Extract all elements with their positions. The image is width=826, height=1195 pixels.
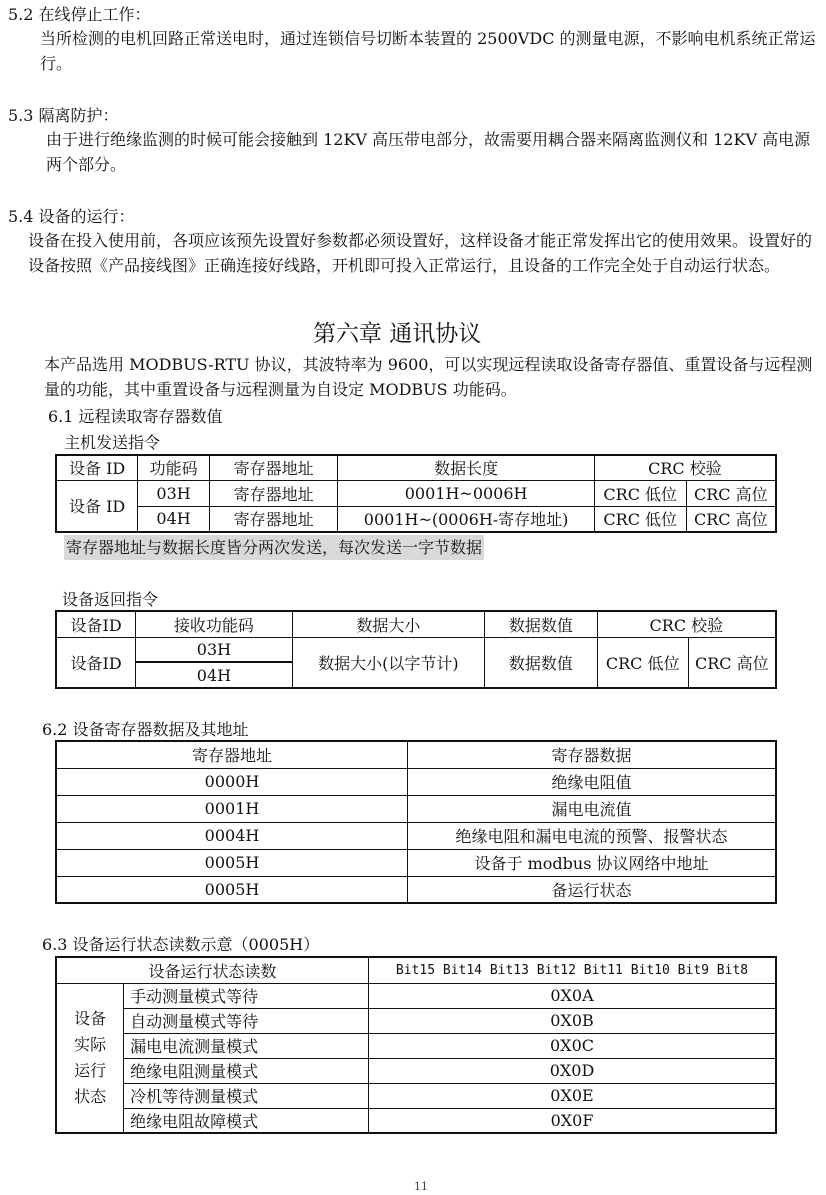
table-cell: CRC 高位 (686, 506, 776, 532)
section-5-2-heading: 5.2 在线停止工作： (8, 5, 151, 24)
table-cell: 0X0D (369, 1058, 776, 1083)
section-5-3-heading: 5.3 隔离防护： (8, 106, 119, 125)
table-row (56, 1083, 776, 1108)
header-cell: 寄存器地址 (56, 741, 408, 768)
table-row (56, 506, 776, 532)
table-row (56, 1008, 776, 1033)
table-cell: 0001H (56, 795, 408, 822)
header-cell: 数据数值 (485, 611, 598, 637)
host-send-label: 主机发送指令 (64, 433, 161, 452)
table-cell: 漏电电流值 (408, 795, 776, 822)
section-6-1-heading: 6.1 远程读取寄存器数值 (48, 407, 223, 426)
table-cell: 0001H~0006H (338, 480, 594, 506)
header-cell: CRC 校验 (597, 611, 776, 637)
table-header-row (56, 611, 776, 637)
table-cell: 绝缘电阻和漏电电流的预警、报警状态 (408, 822, 776, 849)
table-cell: 0000H (56, 768, 408, 795)
table-cell: CRC 低位 (597, 637, 688, 688)
header-cell: 数据长度 (338, 455, 594, 480)
table-cell: 绝缘电阻故障模式 (124, 1108, 369, 1133)
group-label-line: 运行 (74, 1060, 107, 1080)
table-cell: 绝缘电阻测量模式 (124, 1058, 369, 1083)
table-header-row (56, 455, 776, 480)
table-header-row (56, 957, 776, 983)
table-cell: 手动测量模式等待 (124, 983, 369, 1008)
table-cell: 03H (138, 480, 210, 506)
table-row (56, 795, 776, 822)
section-6-2-heading: 6.2 设备寄存器数据及其地址 (42, 720, 249, 739)
header-cell: 设备ID (56, 611, 136, 637)
table-cell: 数据大小(以字节计) (292, 637, 485, 688)
table-cell: 03H (136, 637, 292, 662)
section-5-4-body: 设备在投入使用前，各项应该预先设置好参数都必须设置好，这样设备才能正常发挥出它的使用效果。设置好的设备按照《产品接线图》正确连接好线路，开机即可投入正常运行，且设备的工作完全处于自动运行状态。 (28, 231, 813, 275)
header-cell: 数据大小 (292, 611, 485, 637)
table-row (56, 480, 776, 506)
group-label-line: 实际 (74, 1034, 107, 1054)
status-table (55, 956, 777, 1134)
header-cell: 接收功能码 (136, 611, 292, 637)
section-6-3-heading: 6.3 设备运行状态读数示意（0005H） (42, 935, 320, 954)
table-cell: 0X0A (369, 983, 776, 1008)
group-label-line: 设备 (74, 1008, 107, 1028)
section-5-2-body: 当所检测的电机回路正常送电时，通过连锁信号切断本装置的 2500VDC 的测量电源，不影响电机系统正常运行。 (40, 29, 816, 73)
table-cell: CRC 低位 (594, 506, 686, 532)
section-5-4-heading: 5.4 设备的运行： (8, 207, 135, 226)
table-row (56, 1033, 776, 1058)
table-cell: 绝缘电阻值 (408, 768, 776, 795)
header-cell: 设备运行状态读数 (56, 957, 369, 983)
highlighted-note: 寄存器地址与数据长度皆分两次发送，每次发送一字节数据 (64, 535, 484, 560)
table-row (56, 1058, 776, 1083)
device-id-cell: 设备 ID (56, 480, 138, 532)
table-cell: 0005H (56, 849, 408, 876)
section-5-3-body: 由于进行绝缘监测的时候可能会接触到 12KV 高压带电部分，故需要用耦合器来隔离监测仪和 12KV 高电源两个部分。 (46, 130, 811, 174)
table-cell: 04H (138, 506, 210, 532)
host-send-table (55, 454, 777, 533)
table-row (56, 822, 776, 849)
table-header-row (56, 741, 776, 768)
table-cell: 数据数值 (485, 637, 598, 688)
group-label-line: 状态 (74, 1086, 107, 1106)
device-return-table (55, 610, 777, 689)
table-cell: 备运行状态 (408, 876, 776, 903)
table-row (56, 637, 776, 662)
device-id-cell: 设备ID (56, 637, 136, 688)
table-cell: 0001H~(0006H-寄存地址) (338, 506, 594, 532)
table-row (56, 849, 776, 876)
chapter-title: 第六章 通讯协议 (313, 321, 482, 347)
device-return-label: 设备返回指令 (62, 590, 159, 609)
table-cell: CRC 高位 (686, 480, 776, 506)
table-cell: 漏电电流测量模式 (124, 1033, 369, 1058)
table-row (56, 983, 776, 1008)
table-cell: CRC 低位 (594, 480, 686, 506)
chapter-intro: 本产品选用 MODBUS-RTU 协议，其波特率为 9600，可以实现远程读取设备寄存器值、重置设备与远程测量的功能，其中重置设备与远程测量为自设定 MODBUS 功能码。 (44, 355, 813, 399)
table-cell: 0X0E (369, 1083, 776, 1108)
table-cell: 设备于 modbus 协议网络中地址 (408, 849, 776, 876)
header-cell: 寄存器数据 (408, 741, 776, 768)
table-cell: 0X0C (369, 1033, 776, 1058)
header-cell: 寄存器地址 (209, 455, 337, 480)
table-cell: 0X0B (369, 1008, 776, 1033)
table-row (56, 1108, 776, 1133)
table-cell: CRC 高位 (688, 637, 776, 688)
table-cell: 冷机等待测量模式 (124, 1083, 369, 1108)
table-row (56, 768, 776, 795)
header-cell: CRC 校验 (594, 455, 776, 480)
table-cell: 0X0F (369, 1108, 776, 1133)
table-cell: 0005H (56, 876, 408, 903)
table-cell: 0004H (56, 822, 408, 849)
table-row (56, 876, 776, 903)
header-cell: 功能码 (138, 455, 210, 480)
table-cell: 04H (136, 662, 292, 688)
page-number: 11 (414, 1180, 428, 1193)
header-cell: Bit15 Bit14 Bit13 Bit12 Bit11 Bit10 Bit9 Bit8 (369, 957, 776, 983)
header-cell: 设备 ID (56, 455, 138, 480)
register-table (55, 740, 777, 904)
table-cell: 寄存器地址 (209, 506, 337, 532)
table-cell: 自动测量模式等待 (124, 1008, 369, 1033)
table-cell: 寄存器地址 (209, 480, 337, 506)
group-label-cell (56, 983, 124, 1133)
